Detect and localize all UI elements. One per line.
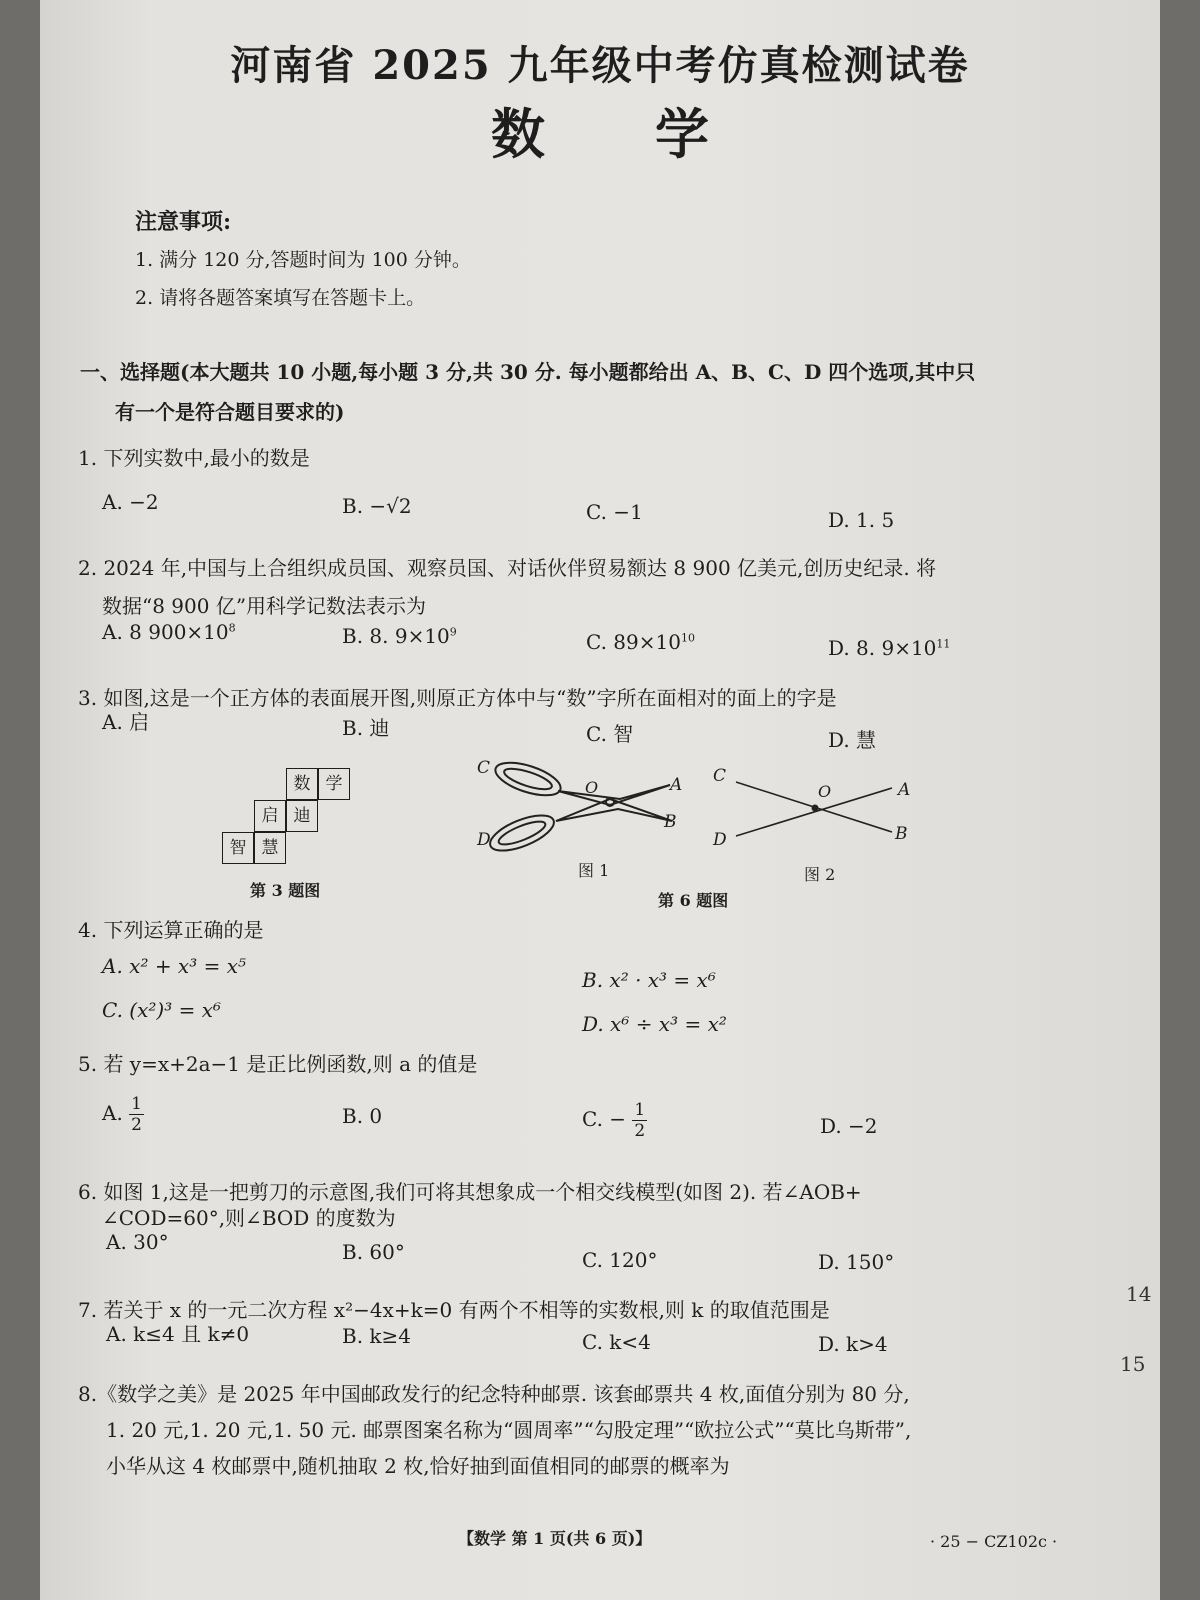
fig1-label-d: D <box>477 830 491 850</box>
edge-number: 14 <box>1126 1282 1152 1306</box>
fig1-caption: 图 1 <box>578 861 610 880</box>
section-heading-cont: 有一个是符合题目要求的) <box>115 400 345 424</box>
q1-option-a: A. −2 <box>102 490 159 514</box>
fig1-label-o: O <box>585 778 599 797</box>
q1-option-d: D. 1. 5 <box>828 508 895 532</box>
q2-stem-cont: 数据“8 900 亿”用科学记数法表示为 <box>102 594 427 618</box>
exam-title: 河南省 2025 九年级中考仿真检测试卷 <box>230 42 970 89</box>
fig2-label-d: D <box>713 830 727 850</box>
q3-stem: 3. 如图,这是一个正方体的表面展开图,则原正方体中与“数”字所在面相对的面上的字是 <box>78 686 837 710</box>
notice-heading: 注意事项: <box>135 209 232 235</box>
scissors-handle-bottom <box>486 808 559 858</box>
q1-option-b: B. −√2 <box>342 494 412 518</box>
scissors-handle-top <box>492 756 565 802</box>
page-code: · 25 − CZ102c · <box>930 1532 1058 1551</box>
fig2-label-o: O <box>818 782 832 801</box>
q8-stem-cont: 1. 20 元,1. 20 元,1. 50 元. 邮票图案名称为“圆周率”“勾股定理”“欧拉公式”“莫比乌斯带”, <box>106 1418 912 1442</box>
q3-figure-caption: 第 3 题图 <box>250 881 321 900</box>
q6-figure-caption: 第 6 题图 <box>658 891 729 910</box>
subject-heading: 数学 <box>491 102 819 166</box>
exam-page <box>40 0 1160 1600</box>
q4-option-d: D. x⁶ ÷ x³ = x² <box>582 1012 727 1036</box>
q7-stem: 7. 若关于 x 的一元二次方程 x²−4x+k=0 有两个不相等的实数根,则 k 的取值范围是 <box>78 1298 830 1322</box>
q3-option-d: D. 慧 <box>828 728 877 752</box>
notice-item: 2. 请将各题答案填写在答题卡上。 <box>135 287 426 309</box>
fig1-label-c: C <box>477 758 491 778</box>
fig1-label-a: A <box>670 775 683 795</box>
q5-stem: 5. 若 y=x+2a−1 是正比例函数,则 a 的值是 <box>78 1052 478 1076</box>
q7-option-d: D. k>4 <box>818 1332 888 1356</box>
fraction: $\frac{1}{2}$ <box>634 1100 646 1141</box>
q2-option-b: B. 8. $9\times 10^9$ <box>342 624 457 648</box>
q4-option-c: C. (x²)³ = x⁶ <box>102 998 221 1022</box>
q2-stem: 2. 2024 年,中国与上合组织成员国、观察员国、对话伙伴贸易额达 8 900 亿美元,创历史纪录. 将 <box>78 556 937 580</box>
q7-option-b: B. k≥4 <box>342 1324 412 1348</box>
net-cell: 慧 <box>254 832 286 864</box>
page-footer: 【数学 第 1 页(共 6 页)】 <box>458 1529 652 1548</box>
cube-net-figure <box>218 768 358 868</box>
fig1-label-b: B <box>664 812 677 832</box>
fraction: $\frac{1}{2}$ <box>131 1094 142 1135</box>
q8-stem-cont: 小华从这 4 枚邮票中,随机抽取 2 枚,恰好抽到面值相同的邮票的概率为 <box>106 1454 730 1478</box>
q6-option-d: D. 150° <box>818 1250 895 1274</box>
q1-option-c: C. −1 <box>586 500 643 524</box>
q2-option-a: A. 8 $900\times 10^8$ <box>102 620 236 644</box>
q7-option-c: C. k<4 <box>582 1330 651 1354</box>
q4-stem: 4. 下列运算正确的是 <box>78 918 264 942</box>
q5-option-c: C. − $\frac{1}{2}$ <box>582 1100 646 1141</box>
net-cell: 启 <box>254 800 286 832</box>
q3-option-b: B. 迪 <box>342 716 390 740</box>
net-cell: 数 <box>286 768 318 800</box>
q1-stem: 1. 下列实数中,最小的数是 <box>78 446 310 470</box>
line-da <box>736 788 892 836</box>
fig2-label-c: C <box>713 766 727 786</box>
fig2-caption: 图 2 <box>804 865 836 884</box>
q8-stem: 8.《数学之美》是 2025 年中国邮政发行的纪念特种邮票. 该套邮票共 4 枚,面值分别为 80 分, <box>78 1382 910 1406</box>
net-cell: 智 <box>222 832 254 864</box>
q7-option-a: A. k≤4 且 k≠0 <box>106 1322 250 1346</box>
q2-option-d: D. 8. $9\times 10^{11}$ <box>828 636 951 660</box>
q5-option-b: B. 0 <box>342 1104 383 1128</box>
fig2-label-b: B <box>895 824 908 844</box>
scissors-figure <box>470 755 700 865</box>
q2-option-c: C. $89\times 10^{10}$ <box>586 630 695 654</box>
q6-stem: 6. 如图 1,这是一把剪刀的示意图,我们可将其想象成一个相交线模型(如图 2). 若∠AOB+ <box>78 1180 862 1204</box>
edge-number: 15 <box>1120 1352 1146 1376</box>
net-cell: 迪 <box>286 800 318 832</box>
fig2-label-a: A <box>898 780 911 800</box>
q5-option-a: A. $\frac{1}{2}$ <box>102 1094 142 1135</box>
q6-stem-cont: ∠COD=60°,则∠BOD 的度数为 <box>102 1206 396 1230</box>
q3-option-a: A. 启 <box>102 710 150 734</box>
q4-option-a: A. x² + x³ = x⁵ <box>102 954 246 978</box>
q3-option-c: C. 智 <box>586 722 634 746</box>
q6-option-a: A. 30° <box>106 1230 169 1254</box>
q5-option-d: D. −2 <box>820 1114 878 1138</box>
intersecting-lines-figure <box>720 770 910 850</box>
net-cell: 学 <box>318 768 350 800</box>
q4-option-b: B. x² · x³ = x⁶ <box>582 968 716 992</box>
point-o <box>812 805 819 812</box>
notice-item: 1. 满分 120 分,答题时间为 100 分钟。 <box>135 249 471 271</box>
section-heading: 一、选择题(本大题共 10 小题,每小题 3 分,共 30 分. 每小题都给出 A、B、C、D 四个选项,其中只 <box>80 360 976 384</box>
q6-option-c: C. 120° <box>582 1248 658 1272</box>
q6-option-b: B. 60° <box>342 1240 405 1264</box>
